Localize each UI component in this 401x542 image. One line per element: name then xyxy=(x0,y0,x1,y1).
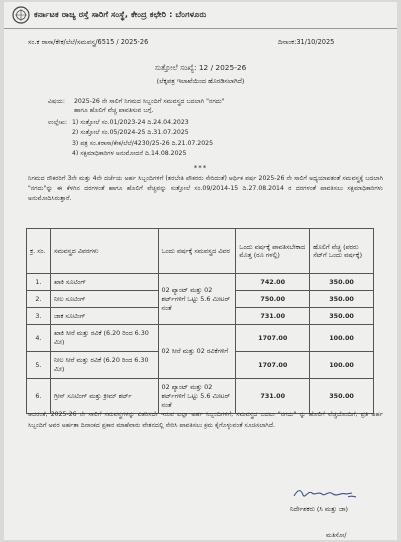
subject-label: ವಿಷಯ: xyxy=(48,98,65,105)
cell-item: ಗ್ರೀನ್ ಸೂಟಿಂಗ್ ಮತ್ತು ಕ್ರೀಮ್ ಶರ್ಟ್ xyxy=(50,379,158,414)
handwritten-signature xyxy=(292,485,362,501)
reference-number: ಸಂ.ಕ ರಾಸಾ/ಕೇಕ/ಲೆಲೆ/ಸಮವಸ್ತ್ರ/6515 / 2025-26 xyxy=(28,38,149,46)
cell-serial: 1. xyxy=(27,274,51,291)
cell-amount: 1707.00 xyxy=(236,352,310,379)
cell-amount: 731.00 xyxy=(236,379,310,414)
separator-stars: *** xyxy=(193,164,208,172)
cell-serial: 6. xyxy=(27,379,51,414)
allowance-table xyxy=(26,228,374,414)
subject-line-2: ಹಾಗೂ ಹೊಲಿಗೆ ವೆಚ್ಚ ಪಾವತಿಸುವ ಬಗ್ಗೆ. xyxy=(74,107,154,114)
table-row xyxy=(27,325,374,352)
cell-amount: 750.00 xyxy=(236,291,310,308)
subject-line-1: 2025-26 ನೇ ಸಾಲಿಗೆ ನಿಗಮದ ಸಿಬ್ಬಂದಿಗೆ ಸಮವಸ್ತ್ರದ ಬದಲಾಗಿ "ನಗದು" xyxy=(74,98,225,105)
signatory-subline: ಮತಿಸೋ/ xyxy=(326,532,347,539)
cell-item: ನೀಲ ಸೂಟಿಂಗ್ xyxy=(50,291,158,308)
cell-serial: 4. xyxy=(27,325,51,352)
reference-item: 2) ಸುತ್ತೋಲೆ ಸಂ.05/2024-25 ದಿ.31.07.2025 xyxy=(72,129,189,137)
cell-stitching: 100.00 xyxy=(310,352,374,379)
header-item: ಸಮವಸ್ತ್ರದ ವಿವರಗಳು xyxy=(50,229,158,274)
cell-stitching: 350.00 xyxy=(310,308,374,325)
cell-amount: 731.00 xyxy=(236,308,310,325)
table-row xyxy=(27,274,374,291)
closing-paragraph: ಆದರಂತೆ, 2025-26 ನೇ ಸಾಲಿಗೆ ಸಮವಸ್ತ್ರಗಳನ್ನು ವಿತರಿಸದೇ ಇರುವ ಎಲ್ಲಾ ಅರ್ಹ ಸಿಬ್ಬಂದಿಗಳಿಗೆ, ಸಮವಸ್ತ್ರದ ಬದಲು "ನಗದು" ನ್ನು ಹೊಲಿಗೆ ವೆಚ್ಚದೊಂದಿಗೆ, ಪ್ರತಿ ಅರ್ಹ ಸಿಬ್ಬಂದಿಗೆ ಅವರ ಅರ್ಹತಾ ದಿನಾಂಕದ ಪ್ರಕಾರ ಮಾಹೆವಾರು ವೇತನದಲ್ಲಿ ಸೇರಿಸಿ ಪಾವತಿಸಲು ಕ್ರಮ ಕೈಗೊಳ್ಳುವಂತೆ ಸೂಚಿಸಲಾಗಿದೆ. xyxy=(28,411,383,429)
cell-item: ಖಾಕಿ ಸೀರೆ ಮತ್ತು ರವಿಕೆ (6.20 ರಿಂದ 6.30 ಮೀ) xyxy=(50,325,158,352)
subject-block xyxy=(48,97,225,115)
references-label: ಉಲ್ಲೇಖ: xyxy=(48,119,68,126)
circular-number: ಸುತ್ತೋಲೆ ಸಂಖ್ಯೆ: 12 / 2025-26 xyxy=(154,63,247,72)
cell-serial: 3. xyxy=(27,308,51,325)
signatory-designation: ನಿರ್ದೇಶಕರು (ಸಿ ಮತ್ತು ಜಾ) xyxy=(290,505,348,513)
references-block xyxy=(48,118,213,160)
cell-item: ನೀಲ ಸೀರೆ ಮತ್ತು ರವಿಕೆ (6.20 ರಿಂದ 6.30 ಮೀ) xyxy=(50,352,158,379)
circular-issuer-note: (ಲೆಕ್ಕಪತ್ರ ಇಲಾಖೆಯಿಂದ ಹೊರಡಿಸಲಾಗಿದೆ) xyxy=(156,77,245,85)
header-stitching: ಹೊಲಿಗೆ ವೆಚ್ಚ (ಪರರು ಸೆಟ್‌ಗೆ ಒಂದು ವರ್ಷಕ್ಕೆ) xyxy=(310,229,374,274)
table-row xyxy=(27,379,374,414)
cell-detail: 02 ಪ್ಯಾಂಟ್ ಮತ್ತು 02 ಶರ್ಟ್‌ಗಳಿಗೆ ಒಟ್ಟು 5.6 ಮೀಟರ್ ನಂತೆ xyxy=(158,379,236,414)
cell-item: ಖಾಕಿ ಸೂಟಿಂಗ್ xyxy=(50,274,158,291)
cell-amount: 742.00 xyxy=(236,274,310,291)
cell-stitching: 350.00 xyxy=(310,379,374,414)
header-detail: ಒಂದು ವರ್ಷಕ್ಕೆ ಸಮವಸ್ತ್ರದ ವಿವರ xyxy=(158,229,236,274)
cell-serial: 5. xyxy=(27,352,51,379)
cell-stitching: 100.00 xyxy=(310,325,374,352)
reference-item: 4) ಸಕ್ಷಮಾಧಿಕಾರಿಗಳ ಅನುಮೋದನೆ ದಿ.14.08.2025 xyxy=(72,150,187,158)
cell-detail: 02 ಸೀರೆ ಮತ್ತು 02 ರವಿಕೆಗಳಿಗೆ xyxy=(158,325,236,379)
document-page xyxy=(4,2,397,540)
header-amount: ಒಂದು ವರ್ಷಕ್ಕೆ ಪಾವತಿಸಬೇಕಾದ ಮೊತ್ತ (ರೂ ಗಳಲ್ಲಿ) xyxy=(236,229,310,274)
reference-item: 1) ಸುತ್ತೋಲೆ ಸಂ.01/2023-24 ದಿ.24.04.2023 xyxy=(72,119,189,126)
table-header-row xyxy=(27,229,374,274)
reference-item: 3) ಪತ್ರ ಸಂ.ಕರಾಸಾ/ಕೇಕ/ಲೆಲೆ/4230/25-26 ದಿ.21.07.2025 xyxy=(72,139,214,147)
cell-detail: 02 ಪ್ಯಾಂಟ್ ಮತ್ತು 02 ಶರ್ಟ್‌ಗಳಿಗೆ ಒಟ್ಟು 5.6 ಮೀಟರ್ ನಂತೆ xyxy=(158,274,236,325)
ksrtc-logo-icon xyxy=(12,6,30,24)
letterhead xyxy=(4,2,397,29)
reference-date: ದಿನಾಂಕ:31/10/2025 xyxy=(278,38,335,46)
cell-stitching: 350.00 xyxy=(310,274,374,291)
cell-serial: 2. xyxy=(27,291,51,308)
header-serial: ಕ್ರ. ಸಂ. xyxy=(27,229,51,274)
cell-item: ಜಾಕ ಸೂಟಿಂಗ್ xyxy=(50,308,158,325)
cell-stitching: 350.00 xyxy=(310,291,374,308)
organization-name: ಕರ್ನಾಟಕ ರಾಜ್ಯ ರಸ್ತೆ ಸಾರಿಗೆ ಸಂಸ್ಥೆ, ಕೇಂದ್ರ ಕಛೇರಿ : ಬೆಂಗಳೂರು xyxy=(34,9,207,19)
body-paragraph: ನಿಗಮದ ನೌಕರರಿಗೆ 3ನೇ ಮತ್ತು 4ನೇ ದರ್ಜೆಯ ಅರ್ಹ ಸಿಬ್ಬಂದಿಗಳಿಗೆ (ತರಬೇತಿ ಪೌಕರರು ಸೇರಿದಂತೆ) ಆರ್ಥಿಕ ವರ್ಷ 2025-26 ನೇ ಸಾಲಿಗೆ ಅಧ್ಯಯಾಪತಂತೆ ಸಮವಸ್ತ್ರಕ್ಕೆ ಬದಲಾಗಿ "ನಗದು"ನ್ನು ಈ ಕೆಳಗಿನ ದರಗಳಂತೆ ಹಾಗೂ ಹೊಲಿಗೆ ವೆಚ್ಚವನ್ನು ಸುತ್ತೋಲೆ ಸಂ.09/2014-15 ದಿ.27.08.2014 ರ ದರಗಳಂತೆ ಪಾವತಿಸಲು ಸಕ್ಷಮಾಧಿಕಾರಿಗಳು ಅನುಮೋದಿಸಿರುತ್ತಾರೆ. xyxy=(28,175,383,202)
cell-amount: 1707.00 xyxy=(236,325,310,352)
